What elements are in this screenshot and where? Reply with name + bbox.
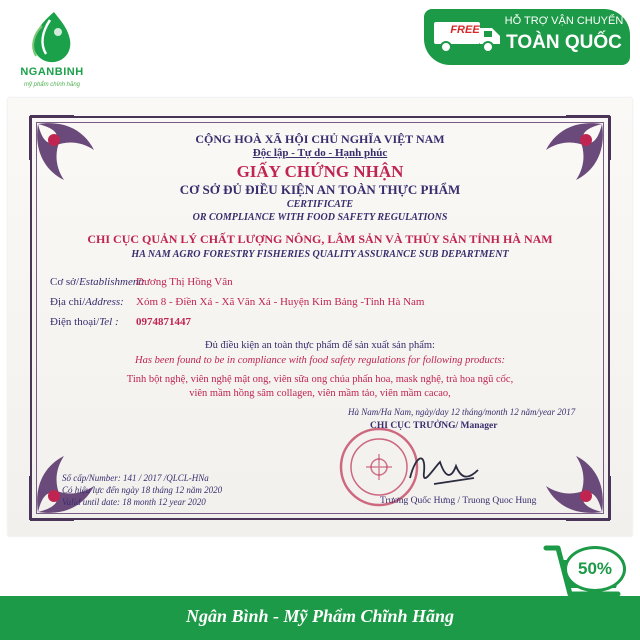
brand-tagline: mỹ phẩm chính hãng (23, 82, 81, 88)
certificate-number: Số cấp/Number: 141 / 2017 /QLCL-HNa (62, 473, 209, 483)
department-name: CHI CỤC QUẢN LÝ CHẤT LƯỢNG NÔNG, LÂM SẢN VÀ THỦY SẢN TỈNH HÀ NAM (87, 232, 553, 246)
discount-label: 50% (564, 546, 626, 592)
motto: Độc lập - Tự do - Hạnh phúc (252, 147, 388, 159)
certificate-title: GIẤY CHỨNG NHẬN (236, 162, 404, 181)
valid-until-en: Valid until date: 18 month 12 year 2020 (62, 497, 206, 507)
sale-badge[interactable] (540, 530, 632, 622)
manager-title: CHI CỤC TRƯỞNG/ Manager (370, 421, 498, 431)
compliance-intro-en: Has been found to be in compliance with food safety regulations for following products: (135, 355, 505, 366)
establishment-label (50, 276, 145, 288)
phone-label-vn: Điện thoại/ (50, 316, 100, 328)
free-shipping-banner[interactable] (424, 9, 630, 65)
products-line-1: Tinh bột nghệ, viên nghệ mật ong, viên sữa ong chúa phấn hoa, mask nghệ, trà hoa ngũ cốc, (126, 374, 514, 385)
establishment-label-en: Establishment: (79, 276, 146, 288)
certificate-subtitle: CƠ SỞ ĐỦ ĐIỀU KIỆN AN TOÀN THỰC PHẨM (179, 182, 461, 197)
shipping-line2: TOÀN QUỐC (506, 32, 622, 53)
signer-name: Trương Quốc Hưng / Truong Quoc Hung (380, 496, 537, 506)
valid-until-vn: Có hiệu lực đến ngày 18 tháng 12 năm 2020 (62, 485, 223, 495)
place-date: Hà Nam/Ha Nam, ngày/day 12 tháng/month 12 năm/year 2017 (348, 407, 576, 417)
establishment-label-vn: Cơ sở/ (50, 276, 80, 288)
department-name-en: HA NAM AGRO FORESTRY FISHERIES QUALITY ASSURANCE SUB DEPARTMENT (131, 249, 509, 260)
signature-icon (404, 448, 484, 492)
certificate-subtitle-en: OR COMPLIANCE WITH FOOD SAFETY REGULATIONS (192, 212, 448, 223)
compliance-intro: Đủ điều kiện an toàn thực phẩm để sản xuất sản phẩm: (205, 340, 435, 351)
shipping-line1: HỖ TRỢ VẬN CHUYỂN (504, 15, 624, 27)
establishment-value: Dương Thị Hồng Vân (136, 276, 233, 288)
address-value: Xóm 8 - Điền Xá - Xã Văn Xá - Huyện Kim Bảng -Tỉnh Hà Nam (136, 296, 425, 308)
certificate (8, 98, 632, 536)
brand-name: NGANBINH (20, 66, 84, 78)
address-label (50, 296, 124, 308)
phone-label (50, 316, 119, 328)
corner-ornament-icon (516, 426, 616, 526)
certificate-title-en: CERTIFICATE (286, 199, 354, 210)
footer-text: Ngân Bình - Mỹ Phẩm Chĩnh Hãng (185, 606, 455, 626)
leaf-drop-icon (20, 8, 84, 66)
address-label-en: Address: (85, 296, 124, 308)
address-label-vn: Địa chỉ/ (50, 296, 86, 308)
free-label: FREE (450, 24, 480, 36)
phone-value: 0974871447 (136, 316, 191, 328)
brand-logo[interactable] (6, 8, 98, 103)
products-line-2: viên mầm hồng sâm collagen, viên mầm tảo, viên mầm cacao, (189, 388, 451, 399)
phone-label-en: Tel : (99, 316, 119, 328)
country-heading: CỘNG HOÀ XÃ HỘI CHỦ NGHĨA VIỆT NAM (195, 132, 445, 146)
